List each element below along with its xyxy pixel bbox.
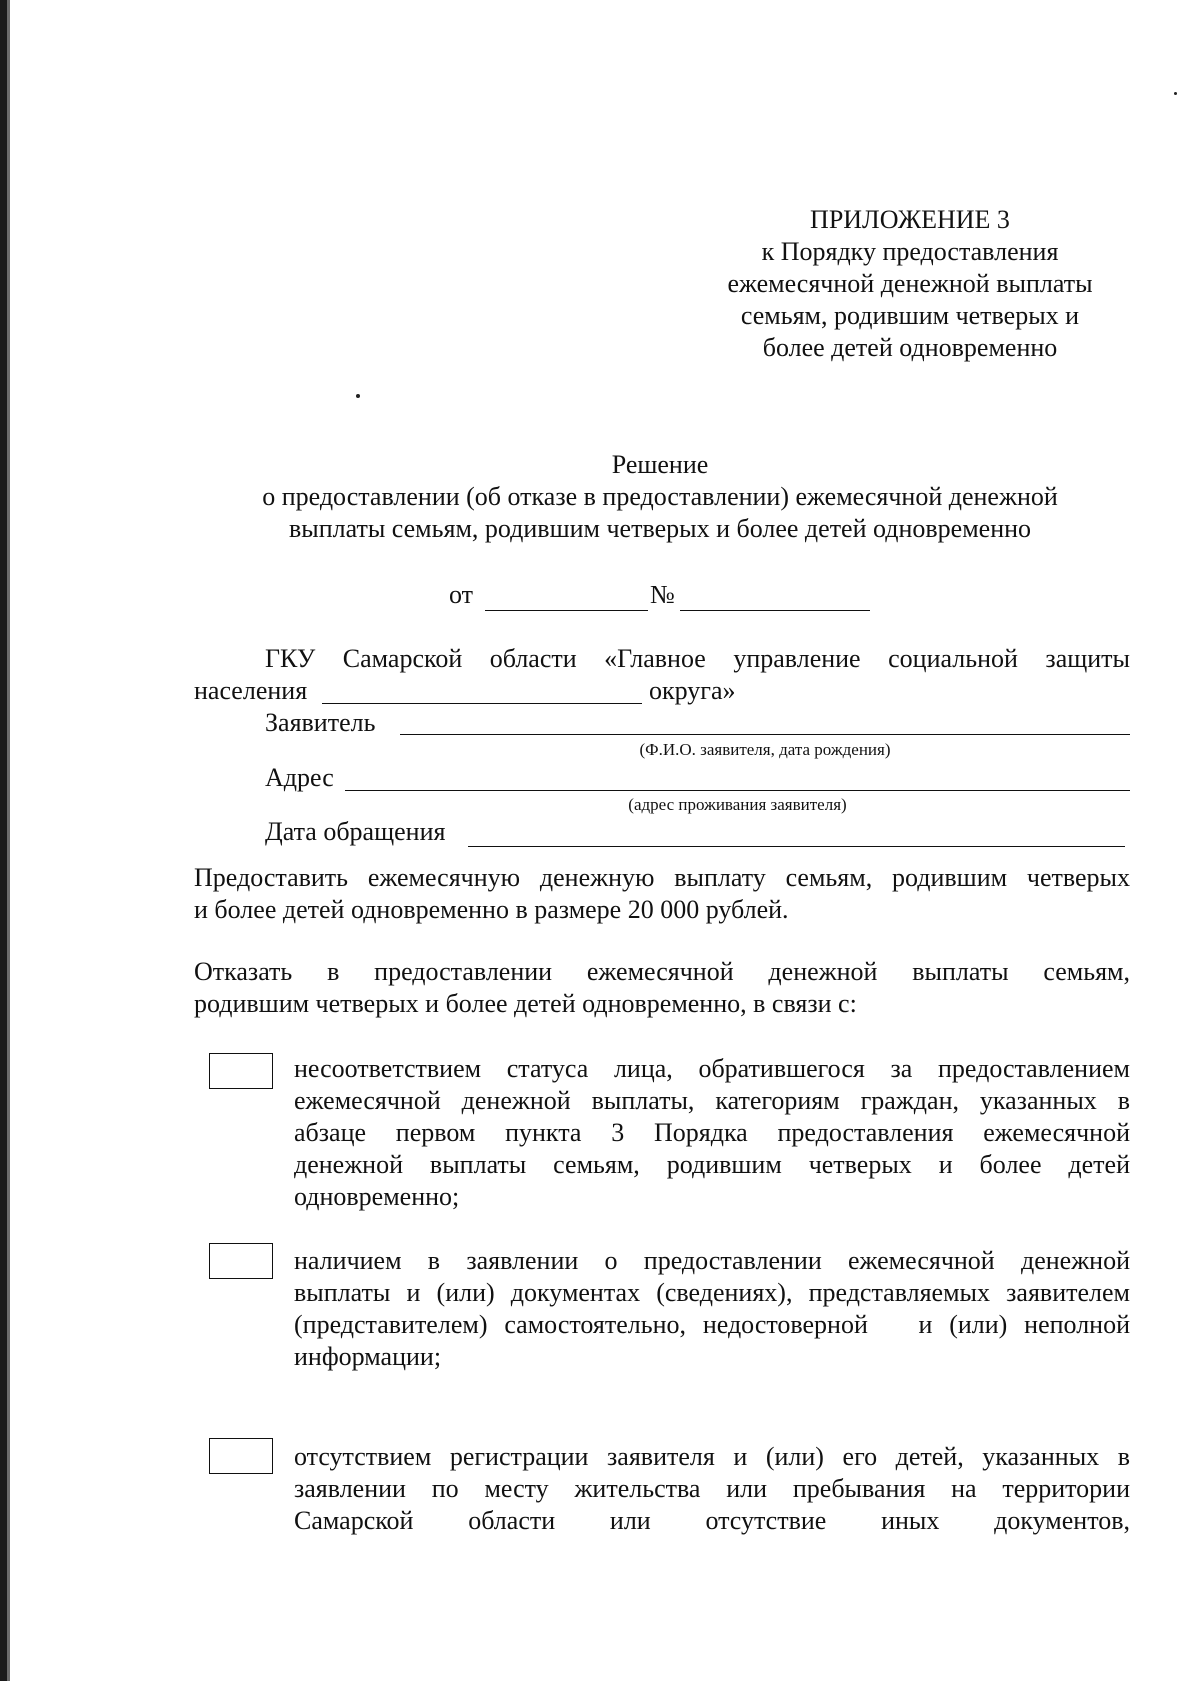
reason-3-line: отсутствием регистрации заявителя и (или) его детей, указанных в [294,1442,1130,1471]
appendix-line: семьям, родившим четверых и [740,301,1080,330]
address-label: Адрес [265,763,334,792]
appendix-line: ежемесячной денежной выплаты [727,269,1093,298]
refuse-line: Отказать в предоставлении ежемесячной денежной выплаты семьям, [194,957,1130,986]
appendix-line: более детей одновременно [762,333,1058,362]
scan-edge-shadow [7,0,10,1681]
date-from-label: от [449,580,474,609]
decision-title: Решение [611,450,709,479]
grant-line: и более детей одновременно в размере 20 000 рублей. [194,895,789,924]
scan-speck [1174,92,1177,95]
scan-speck [356,394,360,398]
address-hint: (адрес проживания заявителя) [628,795,847,814]
reason-1-checkbox[interactable] [209,1053,273,1089]
refuse-line: родившим четверых и более детей одновременно, в связи с: [194,989,857,1018]
address-blank [345,790,1130,791]
reason-2-line: выплаты и (или) документах (сведениях), представляемых заявителем [294,1278,1130,1307]
reason-2-line: (представителем) самостоятельно, недостоверной и (или) неполной [294,1310,1130,1339]
appendix-line: к Порядку предоставления [761,237,1059,266]
application-date-blank [468,846,1125,847]
reason-3-line: Самарской области или отсутствие иных документов, [294,1506,1130,1535]
district-blank [322,703,642,704]
reason-1-line: денежной выплаты семьям, родившим четверых и более детей [294,1150,1130,1179]
grant-line: Предоставить ежемесячную денежную выплату семьям, родившим четверых [194,863,1130,892]
decision-subtitle-line: о предоставлении (об отказе в предоставлении) ежемесячной денежной [262,482,1058,511]
reason-1-line: ежемесячной денежной выплаты, категориям граждан, указанных в [294,1086,1130,1115]
reason-2-line: информации; [294,1342,442,1371]
reason-1-line: абзаце первом пункта 3 Порядка предоставления ежемесячной [294,1118,1130,1147]
number-label: № [650,580,675,609]
number-blank [680,610,870,611]
reason-2-line: наличием в заявлении о предоставлении ежемесячной денежной [294,1246,1130,1275]
application-date-label: Дата обращения [265,817,446,846]
org-suffix: округа» [649,676,736,705]
applicant-blank [400,734,1130,735]
scan-edge [0,0,7,1681]
applicant-label: Заявитель [265,708,376,737]
date-blank [485,610,648,611]
reason-2-checkbox[interactable] [209,1243,273,1279]
reason-3-line: заявлении по месту жительства или пребывания на территории [294,1474,1130,1503]
reason-1-line: одновременно; [294,1182,460,1211]
reason-1-line: несоответствием статуса лица, обратившегося за предоставлением [294,1054,1130,1083]
appendix-title: ПРИЛОЖЕНИЕ 3 [810,205,1010,234]
org-prefix: населения [194,676,308,705]
applicant-hint: (Ф.И.О. заявителя, дата рождения) [639,740,891,759]
org-line: ГКУ Самарской области «Главное управление социальной защиты [265,644,1130,673]
decision-subtitle-line: выплаты семьям, родившим четверых и более детей одновременно [288,514,1032,543]
reason-3-checkbox[interactable] [209,1438,273,1474]
